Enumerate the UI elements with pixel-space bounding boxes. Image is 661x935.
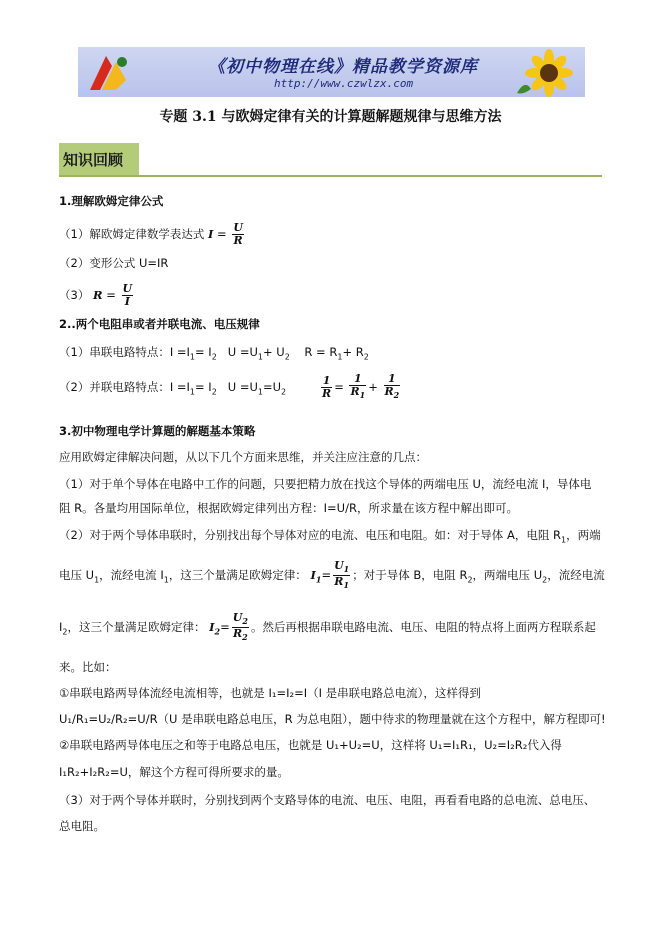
parallel-frac-r1: $\frac{1}{R_1}$: [350, 372, 366, 401]
header-banner: [78, 47, 585, 97]
paragraph-1-line-1: （1）对于单个导体在电路中工作的问题，只要把精力放在找这个导体的两端电压 U，流经电流 I，导体电: [59, 477, 592, 491]
ohm-1-lhs: $I_1$: [310, 568, 322, 585]
formula-line-1: （1）解欧姆定律数学表达式 I = $\frac{U}{R}$: [59, 221, 243, 247]
parallel-label: （2）并联电路特点：: [59, 380, 170, 394]
ohm-2-fraction: $\frac{U_2}{R_2}$: [232, 611, 248, 643]
p2b-4: ；对于导体 B，电阻 R: [352, 568, 468, 583]
formula-3-lhs: R: [92, 288, 103, 302]
p2b-6: ，流经电流: [547, 568, 605, 583]
paragraph-2-line-2: 电压 $U_1$，流经电流 $I_1$，这三个量满足欧姆定律： $I_1=$ $\frac{U_1}{R_1}$ ；对于导体 B，电阻 $R_2$，两端电压 $U_2$，流经电流: [59, 559, 605, 591]
p2c-1: I: [59, 620, 63, 635]
p2-text-a-tail: ，两端: [566, 528, 601, 542]
parallel-rule: （2）并联电路特点：$I =I_1= I_2$ $U =U_1=U_2$ $\frac{1}{R}$ = $\frac{1}{R_1}$ + $\frac{1}{R_2}$: [59, 372, 400, 401]
case-2-line-1: ②串联电路两导体电压之和等于电路总电压，也就是 U₁+U₂=U，这样将 U₁=I₁R₁，U₂=I₂R₂代入得: [59, 738, 562, 752]
formula-line-3: （3） R = $\frac{U}{I}$: [59, 282, 133, 308]
p2b-1: 电压 U: [59, 568, 95, 583]
ohm-1-fraction: $\frac{U_1}{R_1}$: [334, 559, 350, 591]
formula-1-label: （1）解欧姆定律数学表达式: [59, 227, 205, 241]
case-2-line-2: I₁R₂+I₂R₂=U，解这个方程可得所要求的量。: [59, 765, 289, 779]
banner-title: 《初中物理在线》精品教学资源库: [208, 57, 478, 77]
section-title: 知识回顾: [63, 151, 124, 169]
paragraph-2-line-1: （2）对于两个导体串联时，分别找出每个导体对应的电流、电压和电阻。如：对于导体 A，电阻 $R_1$，两端: [59, 528, 601, 545]
formula-1-lhs: I: [207, 227, 214, 241]
banner-url: http://www.czwlzx.com: [274, 77, 414, 90]
paragraph-1-line-2: 阻 R。各量均用国际单位，根据欧姆定律列出方程：I=U/R，所求量在该方程中解出即可。: [59, 501, 518, 515]
series-label: （1）串联电路特点：: [59, 345, 170, 359]
case-1-line-2: U₁/R₁=U₂/R₂=U/R（U 是串联电路总电压，R 为总电阻），题中待求的物理量就在这个方程中，解方程即可!: [59, 712, 606, 726]
p2-text-a: （2）对于两个导体串联时，分别找出每个导体对应的电流、电压和电阻。如：对于导体 A，电阻 R: [59, 528, 561, 542]
paragraph-2-line-4: 来。比如：: [59, 660, 117, 674]
paragraph-3-line-2: 总电阻。: [59, 819, 105, 833]
p2b-5: ，两端电压 U: [472, 568, 543, 583]
section-divider: [59, 175, 602, 177]
paragraph-3-line-1: （3）对于两个导体并联时，分别找到两个支路导体的电流、电压、电阻，再看看电路的总电流、总电压、: [59, 793, 596, 807]
document-title: 专题 3.1 与欧姆定律有关的计算题解题规律与思维方法: [159, 109, 502, 125]
heading-1: 1.理解欧姆定律公式: [59, 194, 164, 208]
heading-3: 3.初中物理电学计算题的解题基本策略: [59, 424, 256, 438]
ohm-2-lhs: $I_2$: [209, 620, 221, 637]
p2c-3: 。然后再根据串联电路电流、电压、电阻的特点将上面两方程联系起: [250, 620, 596, 635]
p2c-2: ，这三个量满足欧姆定律：: [67, 620, 206, 635]
formula-line-2: （2）变形公式 U=IR: [59, 256, 169, 270]
p2b-2: ，流经电流 I: [99, 568, 164, 583]
section-header: [59, 143, 139, 175]
formula-1-fraction: $\frac{U}{R}$: [233, 221, 243, 247]
formula-3-label: （3）: [59, 288, 90, 302]
p2b-3: ，这三个量满足欧姆定律：: [168, 568, 307, 583]
sunflower-icon: [511, 49, 581, 97]
parallel-frac-total: $\frac{1}{R}$: [322, 374, 332, 400]
paragraph-intro: 应用欧姆定律解决问题，从以下几个方面来思维，并关注应注意的几点：: [59, 450, 427, 464]
formula-3-fraction: $\frac{U}{I}$: [122, 282, 133, 308]
parallel-frac-r2: $\frac{1}{R_2}$: [384, 372, 400, 401]
logo-icon: [86, 52, 134, 92]
case-1-line-1: ①串联电路两导体流经电流相等，也就是 I₁=I₂=I（I 是串联电路总电流），这样得到: [59, 686, 481, 700]
series-rule: （1）串联电路特点：$I =I_1= I_2$ $U =U_1+ U_2$ $R = R_1+ R_2$: [59, 345, 369, 362]
paragraph-2-line-3: $I_2$，这三个量满足欧姆定律： $I_2=$ $\frac{U_2}{R_2}$ 。然后再根据串联电路电流、电压、电阻的特点将上面两方程联系起: [59, 611, 596, 643]
heading-2: 2..两个电阻串或者并联电流、电压规律: [59, 317, 260, 331]
